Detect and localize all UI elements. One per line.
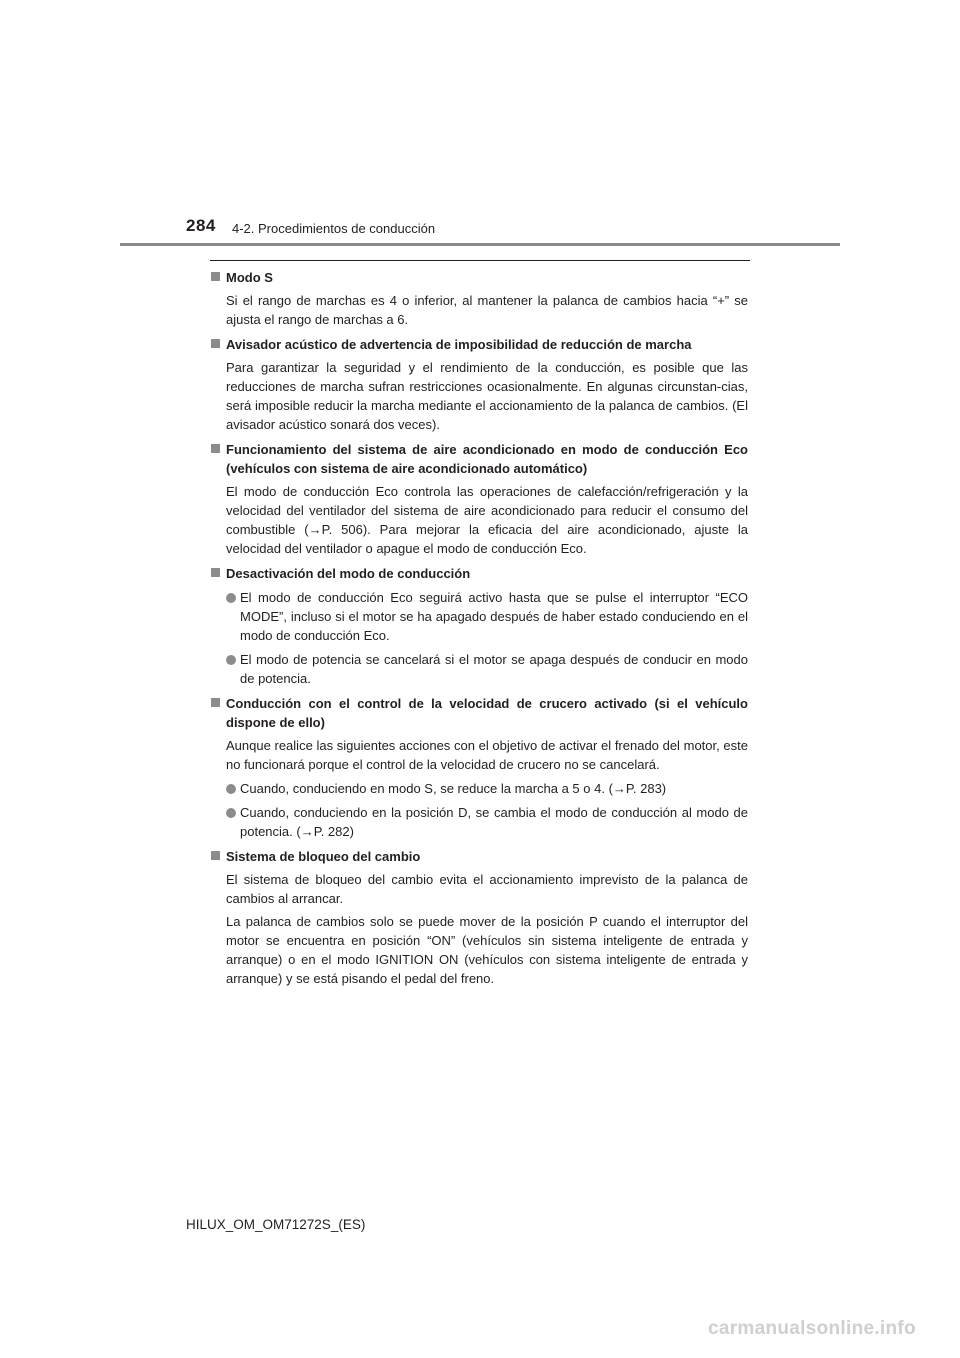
section-paragraph: El sistema de bloqueo del cambio evita el accionamiento imprevisto de la palanca de cambios al arrancar. — [226, 872, 748, 906]
bullet-text: El modo de conducción Eco seguirá activo hasta que se pulse el interruptor “ECO MODE”, incluso si el motor se ha apagado después de haber estado conduciendo en el modo de conducción Eco. — [240, 590, 748, 643]
section-heading — [210, 694, 748, 732]
section-heading — [210, 440, 748, 478]
square-bullet-icon — [211, 698, 220, 707]
section-heading-text: Desactivación del modo de conducción — [226, 566, 471, 581]
page-content — [210, 268, 748, 988]
section-heading — [210, 564, 748, 583]
round-bullet-icon — [226, 593, 236, 603]
section-paragraph: El modo de conducción Eco controla las operaciones de calefacción/refrigeración y la velocidad del ventilador del sistema de aire acondicionado para reducir el consumo del combustible (→P. 506). Para mejorar la eficacia del aire acondicionado, ajuste la velocidad del ventilador o apague el modo de conducción Eco. — [226, 484, 748, 556]
square-bullet-icon — [211, 568, 220, 577]
section-heading — [210, 847, 748, 866]
section-paragraph: La palanca de cambios solo se puede mover de la posición P cuando el interruptor del motor se encuentra en posición “ON” (vehículos sin sistema inteligente de entrada y arranque) o en el modo IGNITION ON (vehículos con sistema inteligente de entrada y arranque) y se está pisando el pedal del freno. — [226, 914, 748, 986]
page-number: 284 — [186, 216, 216, 235]
bullet-item — [210, 650, 748, 688]
page-header — [0, 0, 960, 250]
section-cruise-control — [210, 694, 748, 841]
square-bullet-icon — [211, 339, 220, 348]
document-code: HILUX_OM_OM71272S_(ES) — [186, 1217, 366, 1232]
square-bullet-icon — [211, 444, 220, 453]
section-eco-air-conditioning — [210, 440, 748, 558]
bullet-item — [210, 803, 748, 841]
section-heading-text: Funcionamiento del sistema de aire acondicionado en modo de conducción Eco (vehículos con sistema de aire acondicionado automático) — [226, 442, 748, 476]
round-bullet-icon — [226, 808, 236, 818]
section-paragraph: Para garantizar la seguridad y el rendimiento de la conducción, es posible que las reducciones de marcha sufran restricciones ocasionalmente. En algunas circunstan-cias, será imposible reducir la marcha mediante el accionamiento de la palanca de cambios. (El avisador acústico sonará dos veces). — [226, 360, 748, 432]
section-heading-text: Avisador acústico de advertencia de imposibilidad de reducción de marcha — [226, 337, 692, 352]
content-divider — [210, 260, 750, 261]
square-bullet-icon — [211, 851, 220, 860]
header-divider — [120, 243, 840, 246]
section-heading-text: Modo S — [226, 270, 273, 285]
section-shift-lock-system — [210, 847, 748, 988]
square-bullet-icon — [211, 272, 220, 281]
bullet-text: El modo de potencia se cancelará si el motor se apaga después de conducir en modo de potencia. — [240, 652, 748, 686]
bullet-item — [210, 588, 748, 645]
round-bullet-icon — [226, 784, 236, 794]
section-downshift-warning — [210, 335, 748, 434]
bullet-text: Cuando, conduciendo en la posición D, se cambia el modo de conducción al modo de potencia. (→P. 282) — [240, 805, 748, 839]
watermark: carmanualsonline.info — [708, 1318, 916, 1339]
bullet-text: Cuando, conduciendo en modo S, se reduce la marcha a 5 o 4. (→P. 283) — [240, 781, 667, 796]
section-heading-text: Conducción con el control de la velocidad de crucero activado (si el vehículo dispone de ello) — [226, 696, 748, 730]
bullet-item — [210, 779, 748, 798]
section-paragraph: Aunque realice las siguientes acciones con el objetivo de activar el frenado del motor, este no funcionará porque el control de la velocidad de crucero no se cancelará. — [226, 738, 748, 772]
section-heading — [210, 268, 748, 287]
section-title: 4-2. Procedimientos de conducción — [232, 221, 436, 236]
section-heading-text: Sistema de bloqueo del cambio — [226, 849, 421, 864]
section-heading — [210, 335, 748, 354]
section-paragraph: Si el rango de marchas es 4 o inferior, al mantener la palanca de cambios hacia “+” se ajusta el rango de marchas a 6. — [226, 293, 748, 327]
section-drive-mode-deactivation — [210, 564, 748, 688]
section-modo-s — [210, 268, 748, 329]
round-bullet-icon — [226, 655, 236, 665]
